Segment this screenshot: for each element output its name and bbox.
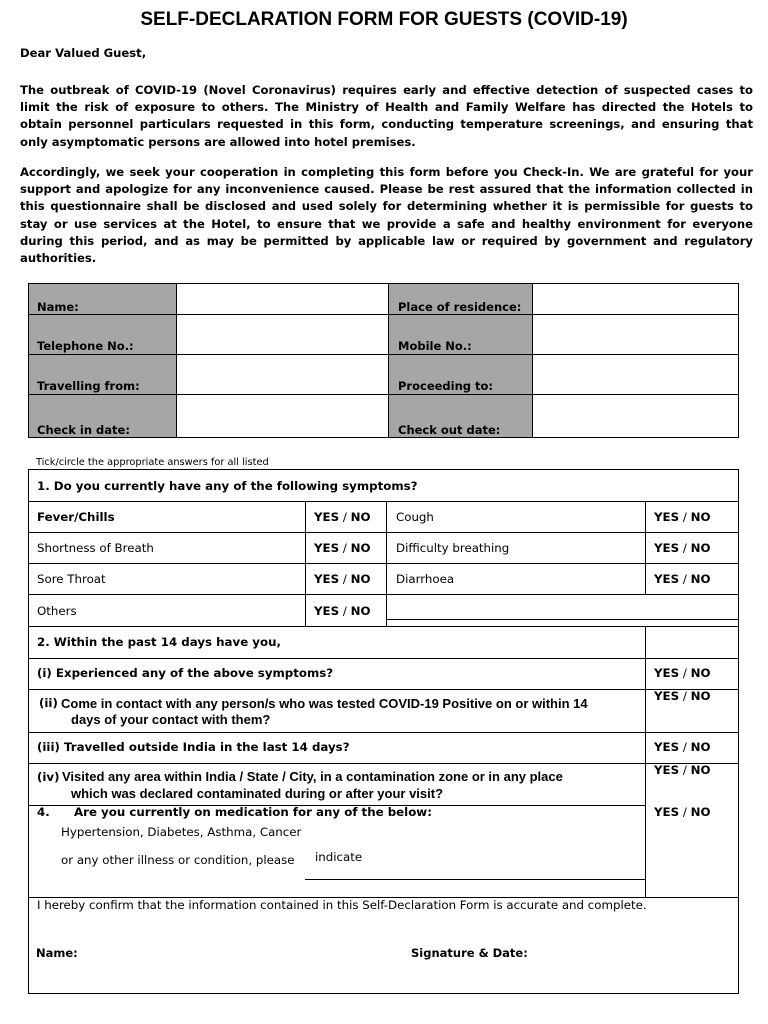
q2-iv-line1: Visited any area within India / State / City, in a contamination zone or in any place xyxy=(62,769,563,784)
q2-i-text: (i) Experienced any of the above symptoms? xyxy=(37,666,334,680)
place-of-residence-field[interactable] xyxy=(533,284,738,314)
symptom-fever: Fever/Chills xyxy=(37,510,115,524)
signature-name-field[interactable] xyxy=(80,940,380,966)
q4-yes-no[interactable]: YES / NO xyxy=(654,805,711,819)
q2-i-yes-no[interactable]: YES / NO xyxy=(654,666,711,680)
throat-yes-no[interactable]: YES / NO xyxy=(314,572,371,586)
diarrhoea-yes-no[interactable]: YES / NO xyxy=(654,572,711,586)
q4-heading: Are you currently on medication for any of the below: xyxy=(74,805,432,819)
proceeding-to-field[interactable] xyxy=(533,355,738,394)
q2-heading: 2. Within the past 14 days have you, xyxy=(37,635,281,649)
telephone-label: Telephone No.: xyxy=(37,339,134,353)
cough-yes-no[interactable]: YES / NO xyxy=(654,510,711,524)
symptom-others: Others xyxy=(37,604,77,618)
q2-iv-yes-no[interactable]: YES / NO xyxy=(654,763,711,777)
others-specify-field[interactable] xyxy=(387,595,738,619)
symptom-sore-throat: Sore Throat xyxy=(37,572,106,586)
check-out-field[interactable] xyxy=(533,395,738,437)
name-label: Name: xyxy=(37,300,79,314)
fever-yes-no[interactable]: YES / NO xyxy=(314,510,371,524)
q2-iv-line2: which was declared contaminated during or after your visit? xyxy=(71,786,444,801)
q2-ii-number: (ii) xyxy=(39,696,58,710)
q4-conditions-line2: or any other illness or condition, please xyxy=(61,853,295,867)
confirmation-text: I hereby confirm that the information contained in this Self-Declaration Form is accurate and complete. xyxy=(37,898,647,912)
q1-heading: 1. Do you currently have any of the following symptoms? xyxy=(37,479,418,493)
signature-name-label: Name: xyxy=(36,946,78,960)
intro-paragraph-1: The outbreak of COVID-19 (Novel Coronavirus) requires early and effective detection of suspected cases to limit the risk of exposure to others. The Ministry of Health and Family Welfare has directed the Hotels to obtain personnel particulars requested in this form, conducting temperature screenings, and ensuring that only asymptomatic persons are allowed into hotel premises. xyxy=(20,83,753,149)
symptom-cough: Cough xyxy=(396,510,434,524)
q4-number: 4. xyxy=(37,805,50,819)
q2-ii-yes-no[interactable]: YES / NO xyxy=(654,689,711,703)
others-yes-no[interactable]: YES / NO xyxy=(314,604,371,618)
q2-ii-line2: days of your contact with them? xyxy=(71,712,271,727)
place-of-residence-label: Place of residence: xyxy=(398,300,522,314)
check-out-label: Check out date: xyxy=(398,423,501,437)
telephone-field[interactable] xyxy=(177,315,388,354)
mobile-label: Mobile No.: xyxy=(398,339,472,353)
name-field[interactable] xyxy=(177,284,388,314)
signature-date-label: Signature & Date: xyxy=(411,946,528,960)
symptom-diarrhoea: Diarrhoea xyxy=(396,572,455,586)
symptom-difficulty-breathing: Difficulty breathing xyxy=(396,541,510,555)
breath-yes-no[interactable]: YES / NO xyxy=(314,541,371,555)
q2-iii-number: (iii) xyxy=(37,740,60,754)
check-in-label: Check in date: xyxy=(37,423,130,437)
intro-paragraph-2: Accordingly, we seek your cooperation in completing this form before you Check-In. We are grateful for your support and apologize for any inconvenience caused. Please be rest assured that the information collected in this questionnaire shall be disclosed and used solely for determining whether it is permissible for guests to stay or use services at the Hotel, to ensure that we provide a safe and healthy environment for everyone during this period, and as may be permitted by applicable law or required by government and regulatory authorities. xyxy=(20,165,753,266)
q2-iv-number: (iv) xyxy=(37,770,60,784)
greeting: Dear Valued Guest, xyxy=(20,46,147,60)
proceeding-to-label: Proceeding to: xyxy=(398,379,494,393)
q4-indicate-field[interactable] xyxy=(305,842,645,878)
check-in-field[interactable] xyxy=(177,395,388,437)
travelling-from-label: Travelling from: xyxy=(37,379,140,393)
instruction-text: Tick/circle the appropriate answers for all listed xyxy=(36,457,269,468)
q2-iii-yes-no[interactable]: YES / NO xyxy=(654,740,711,754)
form-title: SELF-DECLARATION FORM FOR GUESTS (COVID-19) xyxy=(140,9,628,30)
q4-indicate-label: indicate xyxy=(315,850,363,864)
q4-conditions-line1: Hypertension, Diabetes, Asthma, Cancer xyxy=(61,825,302,839)
q2-ii-line1: Come in contact with any person/s who was tested COVID-19 Positive on or within 14 xyxy=(61,696,588,711)
travelling-from-field[interactable] xyxy=(177,355,388,394)
signature-date-field[interactable] xyxy=(530,940,730,966)
q2-iii-text: Travelled outside India in the last 14 days? xyxy=(64,740,350,754)
mobile-field[interactable] xyxy=(533,315,738,354)
symptom-shortness-of-breath: Shortness of Breath xyxy=(37,541,154,555)
difficulty-yes-no[interactable]: YES / NO xyxy=(654,541,711,555)
